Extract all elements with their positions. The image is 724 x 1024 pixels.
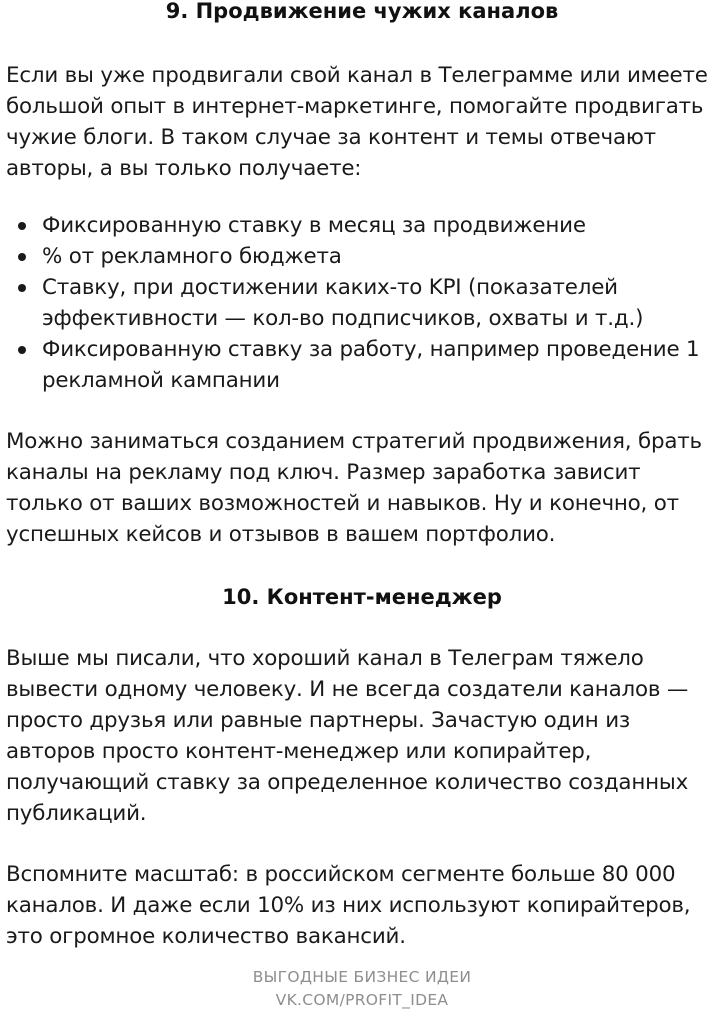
- text-line: авторов просто контент-менеджер или копирайтер,: [6, 739, 592, 764]
- section-heading-content-manager: 10. Контент-менеджер: [222, 585, 502, 609]
- list-item-text: Фиксированную ставку за работу, например проведение 1: [42, 337, 700, 362]
- text-line: публикаций.: [6, 801, 147, 826]
- watermark-footer: [0, 966, 724, 1012]
- text-line: вывести одному человеку. И не всегда создатели каналов —: [6, 677, 689, 702]
- text-line: просто друзья или равные партнеры. Зачастую один из: [6, 708, 631, 733]
- list-item-text: % от рекламного бюджета: [42, 244, 342, 269]
- text-line: Если вы уже продвигали свой канал в Телеграмме или имеете: [6, 63, 708, 88]
- text-line: это огромное количество вакансий.: [6, 924, 406, 949]
- text-line: только от ваших возможностей и навыков. Ну и конечно, от: [6, 491, 679, 516]
- list-item-text: Фиксированную ставку в месяц за продвижение: [42, 213, 586, 238]
- text-line: авторы, а вы только получаете:: [6, 156, 362, 181]
- section-heading-promotion: 9. Продвижение чужих каналов: [165, 0, 559, 23]
- bullet-icon: [18, 346, 26, 354]
- list-item: [6, 272, 718, 334]
- income-options-list: [6, 210, 718, 396]
- list-item: [6, 334, 718, 396]
- scale-paragraph: [6, 859, 718, 952]
- list-item-text: эффективности — кол-во подписчиков, охваты и т.д.): [42, 306, 644, 331]
- text-line: большой опыт в интернет-маркетинге, помогайте продвигать: [6, 94, 704, 119]
- bullet-icon: [18, 253, 26, 261]
- content-manager-paragraph: [6, 643, 718, 829]
- text-line: Вспомните масштаб: в российском сегменте больше 80 000: [6, 862, 676, 887]
- bullet-icon: [18, 222, 26, 230]
- text-line: Выше мы писали, что хороший канал в Телеграм тяжело: [6, 646, 644, 671]
- text-line: получающий ставку за определенное количество созданных: [6, 770, 689, 795]
- promotion-outro-paragraph: [6, 426, 718, 550]
- list-item-text: Ставку, при достижении каких-то KPI (показателей: [42, 275, 618, 300]
- footer-brand-text: ВЫГОДНЫЕ БИЗНЕС ИДЕИ: [252, 968, 472, 986]
- text-line: чужие блоги. В таком случае за контент и темы отвечают: [6, 125, 656, 150]
- promotion-intro-paragraph: [6, 60, 718, 184]
- text-line: успешных кейсов и отзывов в вашем портфолио.: [6, 522, 556, 547]
- text-line: каналы на рекламу под ключ. Размер заработка зависит: [6, 460, 641, 485]
- list-item: [6, 241, 718, 272]
- list-item-text: рекламной кампании: [42, 368, 280, 393]
- footer-url-text: VK.COM/PROFIT_IDEA: [275, 991, 449, 1009]
- list-item: [6, 210, 718, 241]
- text-line: Можно заниматься созданием стратегий продвижения, брать: [6, 429, 702, 454]
- bullet-icon: [18, 284, 26, 292]
- text-line: каналов. И даже если 10% из них используют копирайтеров,: [6, 893, 691, 918]
